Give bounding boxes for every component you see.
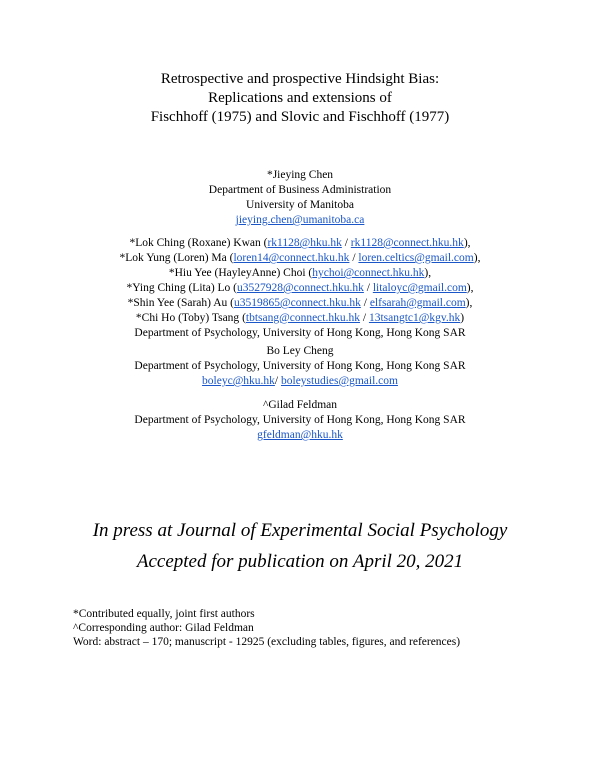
coauthor-line: *Shin Yee (Sarah) Au (u3519865@connect.hku.hk / elfsarah@gmail.com), xyxy=(127,297,473,309)
title-line-3: Fischhoff (1975) and Slovic and Fischhoff (1977) xyxy=(150,109,450,125)
author-university: University of Manitoba xyxy=(246,199,354,211)
coauthor-name: *Chi Ho (Toby) Tsang xyxy=(135,312,240,324)
footnote-joint-authors: *Contributed equally, joint first authors xyxy=(73,608,255,620)
author-emails: boleyc@hku.hk/ boleystudies@gmail.com xyxy=(202,375,398,387)
author-block-cheng xyxy=(0,344,600,389)
coauthor-line: *Lok Yung (Loren) Ma (loren14@connect.hku.hk / loren.celtics@gmail.com), xyxy=(119,252,481,264)
footnote-word-count: Word: abstract – 170; manuscript - 12925 (excluding tables, figures, and references) xyxy=(73,636,461,648)
accepted-line: Accepted for publication on April 20, 2021 xyxy=(136,551,464,572)
email-link[interactable]: loren.celtics@gmail.com xyxy=(358,252,474,264)
email-link[interactable]: rk1128@connect.hku.hk xyxy=(350,237,464,249)
title-line-2: Replications and extensions of xyxy=(208,90,392,106)
coauthor-line: *Ying Ching (Lita) Lo (u3527928@connect.hku.hk / litaloyc@gmail.com), xyxy=(126,282,474,294)
author-department: Department of Psychology, University of Hong Kong, Hong Kong SAR xyxy=(134,360,466,372)
coauthor-department: Department of Psychology, University of Hong Kong, Hong Kong SAR xyxy=(134,327,466,339)
email-link[interactable]: litaloyc@gmail.com xyxy=(372,282,467,294)
email-link[interactable]: boleyc@hku.hk xyxy=(202,375,275,387)
email-link[interactable]: boleystudies@gmail.com xyxy=(281,375,398,387)
email-link[interactable]: rk1128@hku.hk xyxy=(267,237,342,249)
email-link[interactable]: loren14@connect.hku.hk xyxy=(233,252,350,264)
email-link[interactable]: 13tsangtc1@kgv.hk xyxy=(368,312,461,324)
email-link[interactable]: elfsarah@gmail.com xyxy=(369,297,466,309)
coauthor-name: *Lok Yung (Loren) Ma xyxy=(119,252,227,264)
paper-title xyxy=(0,70,600,127)
author-department: Department of Psychology, University of Hong Kong, Hong Kong SAR xyxy=(134,414,466,426)
author-department: Department of Business Administration xyxy=(208,184,392,196)
author-block-chen xyxy=(0,168,600,228)
coauthor-name: *Shin Yee (Sarah) Au xyxy=(127,297,228,309)
coauthor-line: *Hiu Yee (HayleyAnne) Choi (hychoi@connect.hku.hk), xyxy=(168,267,432,279)
author-email-link[interactable]: jieying.chen@umanitoba.ca xyxy=(235,214,365,226)
author-name: *Jieying Chen xyxy=(266,169,334,181)
title-line-1: Retrospective and prospective Hindsight Bias: xyxy=(160,71,440,87)
publication-status xyxy=(0,515,600,577)
author-block-feldman xyxy=(0,398,600,443)
coauthor-block xyxy=(0,236,600,341)
email-link[interactable]: u3527928@connect.hku.hk xyxy=(237,282,364,294)
coauthor-name: *Ying Ching (Lita) Lo xyxy=(126,282,231,294)
coauthor-line: *Lok Ching (Roxane) Kwan (rk1128@hku.hk / rk1128@connect.hku.hk), xyxy=(129,237,471,249)
in-press-line: In press at Journal of Experimental Social Psychology xyxy=(92,520,508,541)
email-link[interactable]: tbtsang@connect.hku.hk xyxy=(245,312,360,324)
footnote-corresponding: ^Corresponding author: Gilad Feldman xyxy=(73,622,254,634)
coauthor-name: *Lok Ching (Roxane) Kwan xyxy=(129,237,261,249)
coauthor-line: *Chi Ho (Toby) Tsang (tbtsang@connect.hku.hk / 13tsangtc1@kgv.hk) xyxy=(135,312,465,324)
author-name: ^Gilad Feldman xyxy=(262,399,338,411)
footnotes xyxy=(73,607,460,649)
author-name: Bo Ley Cheng xyxy=(266,345,334,357)
coauthor-name: *Hiu Yee (HayleyAnne) Choi xyxy=(168,267,306,279)
email-link[interactable]: hychoi@connect.hku.hk xyxy=(312,267,425,279)
email-link[interactable]: u3519865@connect.hku.hk xyxy=(234,297,361,309)
email-link[interactable]: gfeldman@hku.hk xyxy=(257,429,343,441)
